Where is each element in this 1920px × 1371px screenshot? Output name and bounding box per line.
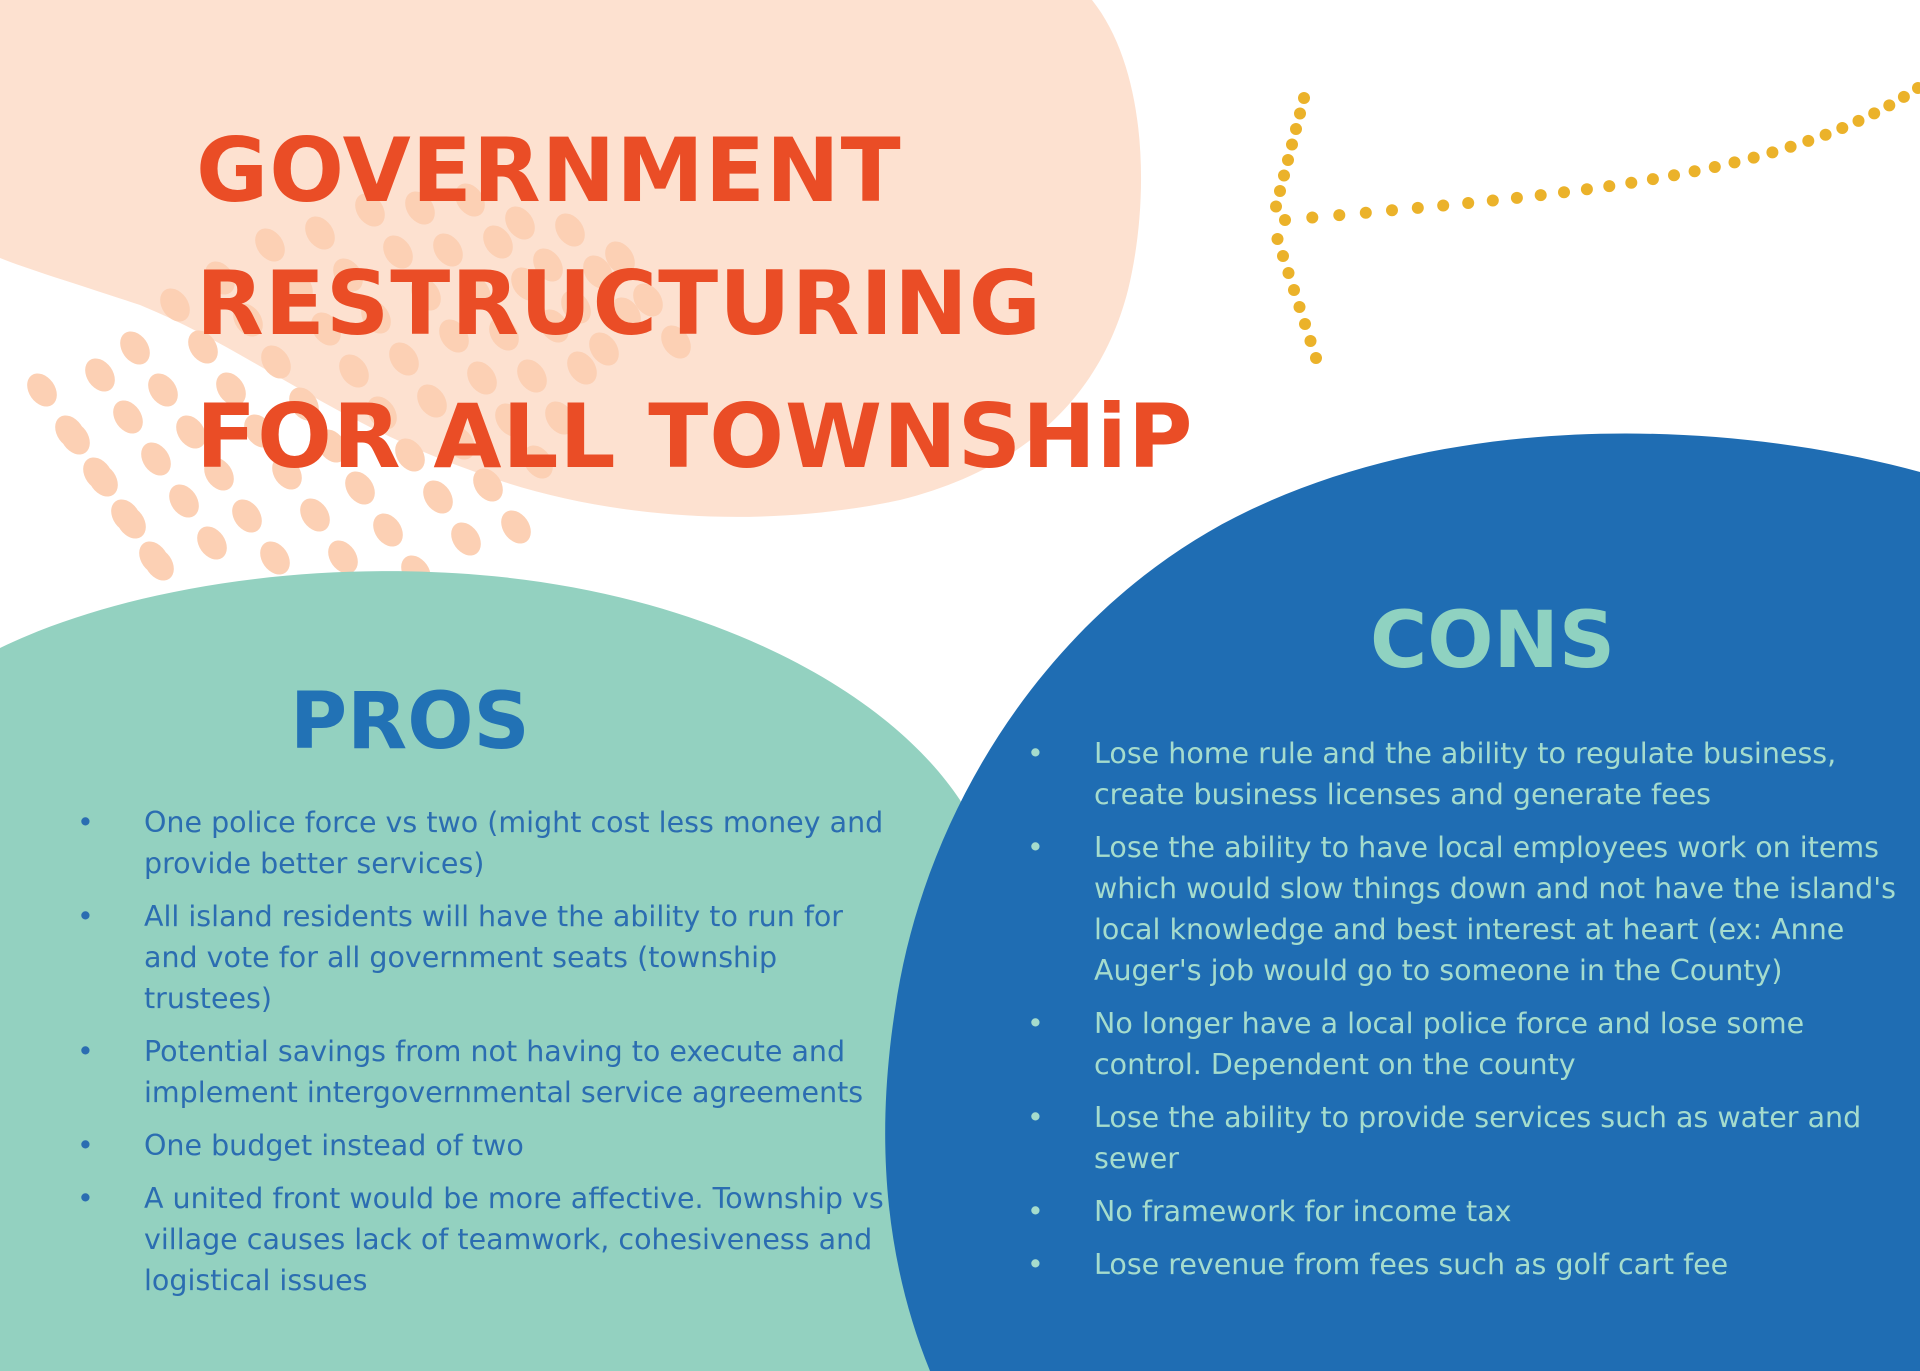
- cons-item-text: Lose the ability to have local employees work on items which would slow things down and not have the island's local knowledge and best interest at heart (ex: Anne Auger's job would go to someone in the County): [1094, 831, 1896, 987]
- bullet-icon: •: [77, 1182, 94, 1215]
- pros-item: [77, 1125, 897, 1166]
- arrow-dot: [1898, 91, 1910, 103]
- arrow-dot: [1386, 204, 1398, 216]
- pros-item: [77, 1178, 897, 1301]
- bullet-icon: •: [1027, 1101, 1044, 1134]
- peach-dot: [445, 517, 487, 561]
- peach-dot: [142, 368, 184, 412]
- arrow-dot: [1277, 250, 1289, 262]
- cons-item: [1027, 1097, 1897, 1179]
- arrow-dot: [1785, 141, 1797, 153]
- arrow-dot: [1668, 169, 1680, 181]
- arrow-dot: [1270, 201, 1282, 213]
- title-line: GOVERNMENT: [196, 119, 902, 222]
- arrow-dot: [1294, 301, 1306, 313]
- dotted-arrow-left-icon: [1270, 82, 1920, 364]
- arrow-dot: [1836, 122, 1848, 134]
- cons-item: [1027, 827, 1897, 991]
- arrow-dot: [1912, 82, 1920, 94]
- cons-item: [1027, 733, 1897, 815]
- arrow-dot: [1306, 212, 1318, 224]
- pros-item: [77, 896, 897, 1019]
- arrow-dot: [1883, 99, 1895, 111]
- pros-item: [77, 802, 897, 884]
- arrow-dot: [1290, 123, 1302, 135]
- peach-dot: [114, 326, 156, 370]
- peach-dot: [135, 437, 177, 481]
- arrow-dot: [1603, 180, 1615, 192]
- arrow-dot: [1298, 92, 1310, 104]
- arrow-dot: [1748, 152, 1760, 164]
- bullet-icon: •: [77, 900, 94, 933]
- peach-dot: [79, 353, 121, 397]
- arrow-dot: [1310, 352, 1322, 364]
- peach-dot: [191, 521, 233, 565]
- bullet-icon: •: [1027, 1195, 1044, 1228]
- cons-item-text: No longer have a local police force and lose some control. Dependent on the county: [1094, 1007, 1805, 1081]
- arrow-dot: [1360, 207, 1372, 219]
- bullet-icon: •: [77, 806, 94, 839]
- cons-item-text: Lose home rule and the ability to regulate business, create business licenses and generate fees: [1094, 737, 1837, 811]
- pros-item-text: One budget instead of two: [144, 1129, 524, 1162]
- peach-dot: [254, 536, 296, 580]
- cons-heading: CONS: [1370, 596, 1616, 686]
- arrow-dot: [1283, 267, 1295, 279]
- peach-dot: [21, 368, 63, 412]
- peach-dot: [495, 505, 537, 549]
- arrow-dot: [1294, 108, 1306, 120]
- arrow-dot: [1282, 154, 1294, 166]
- peach-dot: [107, 395, 149, 439]
- pros-item: [77, 1031, 897, 1113]
- arrow-dot: [1299, 318, 1311, 330]
- bullet-icon: •: [1027, 737, 1044, 770]
- cons-item-text: Lose the ability to provide services such as water and sewer: [1094, 1101, 1862, 1175]
- arrow-dot: [1437, 200, 1449, 212]
- bullet-icon: •: [77, 1129, 94, 1162]
- arrow-dot: [1286, 139, 1298, 151]
- bullet-icon: •: [1027, 831, 1044, 864]
- arrow-dot: [1689, 165, 1701, 177]
- title-line: FOR ALL TOWNSHiP: [196, 385, 1194, 488]
- bullet-icon: •: [77, 1035, 94, 1068]
- arrow-dot: [1766, 146, 1778, 158]
- arrow-dot: [1511, 192, 1523, 204]
- cons-item: [1027, 1244, 1897, 1285]
- arrow-dot: [1535, 189, 1547, 201]
- arrow-dot: [1729, 156, 1741, 168]
- arrow-dot: [1412, 202, 1424, 214]
- pros-item-text: A united front would be more affective. Township vs village causes lack of teamwork, cohesiveness and logistical issues: [144, 1182, 884, 1297]
- arrow-dot: [1278, 170, 1290, 182]
- cons-item-text: Lose revenue from fees such as golf cart fee: [1094, 1248, 1729, 1281]
- page-title: [196, 104, 1193, 503]
- cons-item-text: No framework for income tax: [1094, 1195, 1512, 1228]
- pros-item-text: All island residents will have the ability to run for and vote for all government seats (township trustees): [144, 900, 844, 1015]
- arrow-dot: [1581, 183, 1593, 195]
- arrow-dot: [1487, 195, 1499, 207]
- cons-item: [1027, 1191, 1897, 1232]
- arrow-dot: [1279, 214, 1291, 226]
- cons-item: [1027, 1003, 1897, 1085]
- peach-dot: [367, 508, 409, 552]
- pros-heading: PROS: [290, 677, 530, 767]
- arrow-dot: [1305, 335, 1317, 347]
- pros-item-text: Potential savings from not having to execute and implement intergovernmental service agreements: [144, 1035, 864, 1109]
- arrow-dot: [1868, 107, 1880, 119]
- arrow-dot: [1820, 129, 1832, 141]
- arrow-dot: [1709, 161, 1721, 173]
- arrow-dot: [1647, 173, 1659, 185]
- arrow-dot: [1272, 233, 1284, 245]
- arrow-dot: [1558, 186, 1570, 198]
- arrow-dot: [1802, 135, 1814, 147]
- arrow-dot: [1274, 185, 1286, 197]
- pros-list: [77, 802, 897, 1313]
- arrow-dot: [1333, 209, 1345, 221]
- cons-list: [1027, 733, 1897, 1297]
- bullet-icon: •: [1027, 1248, 1044, 1281]
- pros-item-text: One police force vs two (might cost less money and provide better services): [144, 806, 884, 880]
- arrow-dot: [1853, 115, 1865, 127]
- arrow-dot: [1462, 197, 1474, 209]
- bullet-icon: •: [1027, 1007, 1044, 1040]
- title-line: RESTRUCTURING: [196, 252, 1042, 355]
- arrow-dot: [1288, 284, 1300, 296]
- arrow-dot: [1625, 177, 1637, 189]
